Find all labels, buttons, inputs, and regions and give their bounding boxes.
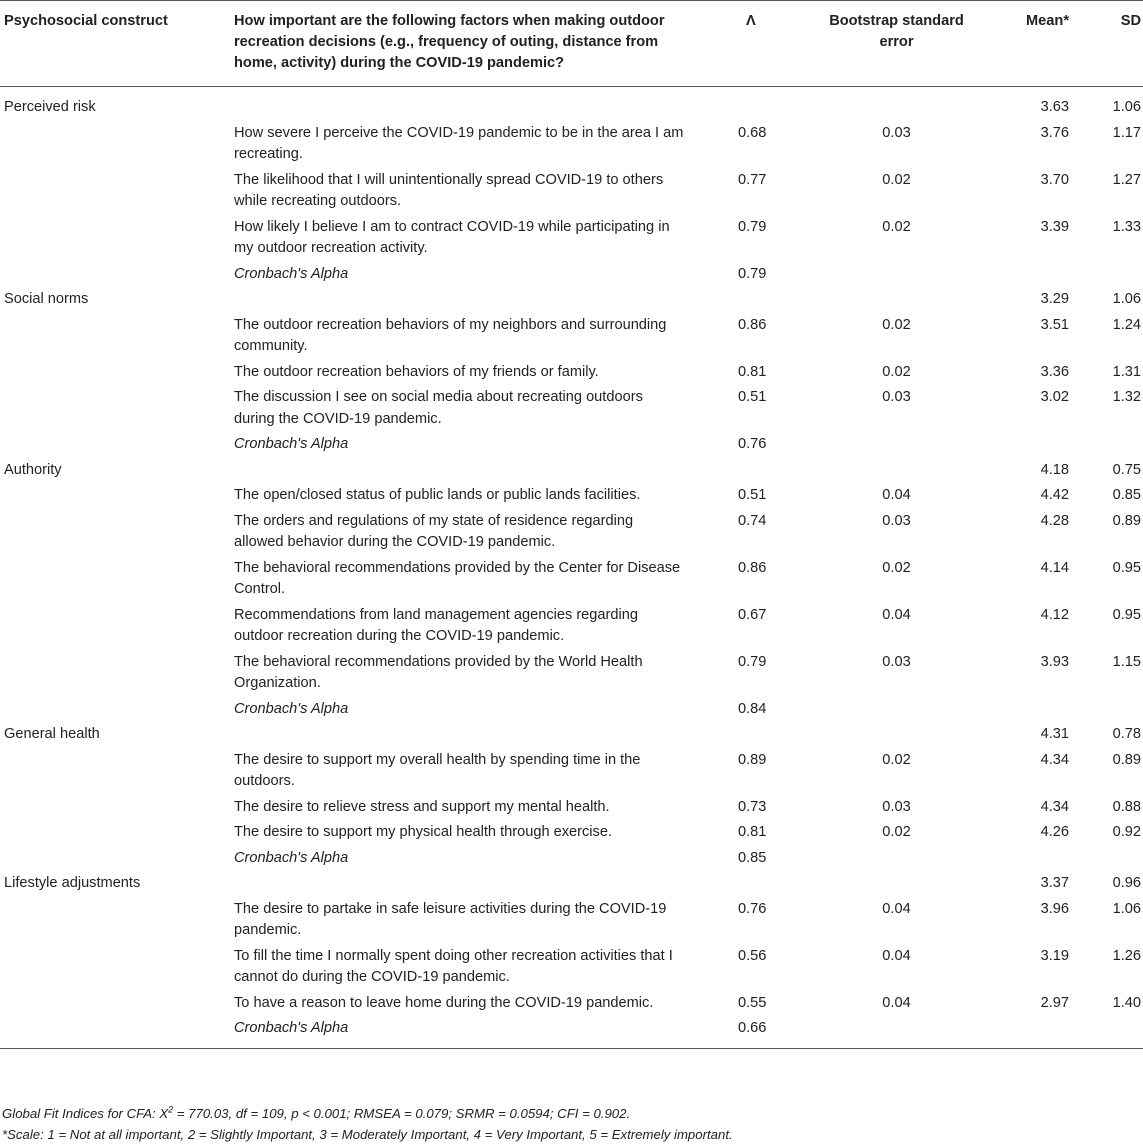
item-bootstrap-se: 0.03 <box>882 798 911 815</box>
empty-cell <box>0 795 230 821</box>
item-lambda: 0.86 <box>738 559 767 576</box>
empty-cell <box>230 87 730 121</box>
item-cell <box>230 991 730 1017</box>
empty-cell <box>820 262 973 288</box>
header-lambda: Λ <box>730 1 820 87</box>
item-cell <box>230 313 730 360</box>
empty-cell <box>0 991 230 1017</box>
item-text: How severe I perceive the COVID-19 pandemic to be in the area I am recreating. <box>234 124 684 162</box>
alpha-label: Cronbach's Alpha <box>230 1016 730 1048</box>
construct-row <box>0 287 1143 313</box>
item-cell <box>230 360 730 386</box>
item-mean: 4.34 <box>1040 798 1069 815</box>
header-sd: SD <box>1071 1 1143 87</box>
empty-cell <box>0 820 230 846</box>
empty-cell <box>0 385 230 432</box>
item-row <box>0 820 1143 846</box>
item-bootstrap-se: 0.04 <box>882 606 911 623</box>
item-mean: 4.26 <box>1040 824 1069 840</box>
item-cell <box>230 944 730 991</box>
empty-cell <box>730 287 820 313</box>
table-header <box>0 1 1143 87</box>
alpha-row <box>0 262 1143 288</box>
item-row <box>0 748 1143 795</box>
item-text: The orders and regulations of my state of residence regarding allowed behavior during the COVID-19 pandemic. <box>234 512 634 550</box>
item-text: The desire to relieve stress and support my mental health. <box>234 798 610 815</box>
empty-cell <box>0 650 230 697</box>
item-row <box>0 385 1143 432</box>
item-text: The open/closed status of public lands or public lands facilities. <box>234 487 641 503</box>
empty-cell <box>820 87 973 121</box>
item-row <box>0 944 1143 991</box>
empty-cell <box>820 287 973 313</box>
item-cell <box>230 748 730 795</box>
construct-sd: 0.78 <box>1112 726 1141 742</box>
item-sd: 1.27 <box>1112 171 1141 188</box>
item-cell <box>230 509 730 556</box>
item-text: To fill the time I normally spent doing other recreation activities that I cannot do during the COVID-19 pandemic. <box>234 947 673 985</box>
item-cell <box>230 556 730 603</box>
alpha-label: Cronbach's Alpha <box>234 700 349 717</box>
item-row <box>0 795 1143 821</box>
empty-cell <box>0 483 230 509</box>
item-mean: 3.76 <box>1040 124 1069 141</box>
empty-cell <box>1071 697 1143 723</box>
item-row <box>0 603 1143 650</box>
item-lambda: 0.81 <box>738 363 767 380</box>
item-mean: 3.70 <box>1040 171 1069 188</box>
item-lambda: 0.86 <box>738 316 767 333</box>
item-sd: 1.24 <box>1112 316 1141 333</box>
item-cell <box>230 215 730 262</box>
item-text: The behavioral recommendations provided by the Center for Disease Control. <box>234 559 681 597</box>
empty-cell <box>230 722 730 748</box>
empty-cell <box>0 697 230 723</box>
item-lambda: 0.77 <box>738 171 767 188</box>
item-mean: 4.12 <box>1040 606 1069 623</box>
item-bootstrap-se: 0.04 <box>882 947 911 964</box>
item-bootstrap-se: 0.02 <box>882 751 911 768</box>
empty-cell <box>973 432 1071 458</box>
item-bootstrap-se: 0.02 <box>882 316 911 333</box>
item-row <box>0 509 1143 556</box>
item-mean: 4.14 <box>1040 559 1069 576</box>
empty-cell <box>0 944 230 991</box>
fit-indices-values: = 770.03, df = 109, p < 0.001; RMSEA = 0.079; SRMR = 0.0594; CFI = 0.902. <box>173 1106 631 1121</box>
item-lambda: 0.51 <box>738 487 767 503</box>
item-lambda: 0.51 <box>738 389 767 405</box>
item-mean: 3.36 <box>1040 363 1069 380</box>
item-sd: 1.06 <box>1112 900 1141 917</box>
item-lambda: 0.79 <box>738 218 767 235</box>
empty-cell <box>730 87 820 121</box>
item-cell <box>230 168 730 215</box>
item-lambda: 0.81 <box>738 824 767 840</box>
item-row <box>0 360 1143 386</box>
header-question: How important are the following factors when making outdoor recreation decisions (e.g., frequency of outing, distance from home, activity) during the COVID-19 pandemic? <box>230 1 730 87</box>
header-construct: Psychosocial construct <box>0 1 230 87</box>
item-mean: 3.93 <box>1040 653 1069 670</box>
empty-cell <box>1071 846 1143 872</box>
alpha-row <box>0 846 1143 872</box>
empty-cell <box>0 603 230 650</box>
empty-cell <box>0 509 230 556</box>
empty-cell <box>1071 262 1143 288</box>
item-sd: 1.40 <box>1112 994 1141 1011</box>
item-mean: 2.97 <box>1040 994 1069 1011</box>
empty-cell <box>820 458 973 484</box>
item-text: The behavioral recommendations provided by the World Health Organization. <box>234 653 643 691</box>
item-sd: 0.89 <box>1112 751 1141 768</box>
construct-name: Lifestyle adjustments <box>4 875 141 891</box>
item-sd: 1.15 <box>1112 653 1141 670</box>
fit-indices-note <box>2 1103 1140 1124</box>
item-text: The desire to partake in safe leisure activities during the COVID-19 pandemic. <box>234 900 667 938</box>
empty-cell <box>0 846 230 872</box>
item-sd: 0.95 <box>1112 606 1141 623</box>
item-bootstrap-se: 0.03 <box>882 389 911 405</box>
item-text: Recommendations from land management agencies regarding outdoor recreation during the COVID-19 pandemic. <box>234 606 638 644</box>
empty-cell <box>0 748 230 795</box>
empty-cell <box>0 168 230 215</box>
empty-cell <box>973 1016 1071 1048</box>
item-cell <box>230 795 730 821</box>
item-text: How likely I believe I am to contract COVID-19 while participating in my outdoor recreation activity. <box>234 218 670 256</box>
item-mean: 4.34 <box>1040 751 1069 768</box>
alpha-label: Cronbach's Alpha <box>234 849 349 866</box>
item-mean: 3.02 <box>1040 389 1069 405</box>
item-bootstrap-se: 0.02 <box>882 171 911 188</box>
item-text: The discussion I see on social media about recreating outdoors during the COVID-19 pandemic. <box>234 389 643 427</box>
item-bootstrap-se: 0.02 <box>882 218 911 235</box>
item-row <box>0 121 1143 168</box>
empty-cell <box>1071 1016 1143 1048</box>
item-sd: 0.85 <box>1112 487 1141 503</box>
construct-name: Perceived risk <box>4 99 96 115</box>
empty-cell <box>820 1016 973 1048</box>
empty-cell <box>0 1016 230 1048</box>
empty-cell <box>0 556 230 603</box>
item-mean: 3.96 <box>1040 900 1069 917</box>
construct-mean: 4.18 <box>1040 461 1069 478</box>
empty-cell <box>820 871 973 897</box>
empty-cell <box>820 697 973 723</box>
empty-cell <box>230 871 730 897</box>
empty-cell <box>0 262 230 288</box>
empty-cell <box>0 432 230 458</box>
item-mean: 3.39 <box>1040 218 1069 235</box>
alpha-row <box>0 1016 1143 1048</box>
empty-cell <box>0 897 230 944</box>
construct-row <box>0 871 1143 897</box>
header-row <box>0 1 1143 87</box>
item-cell <box>230 897 730 944</box>
empty-cell <box>730 458 820 484</box>
item-bootstrap-se: 0.03 <box>882 124 911 141</box>
header-mean: Mean* <box>973 1 1071 87</box>
item-text: The outdoor recreation behaviors of my neighbors and surrounding community. <box>234 316 667 354</box>
empty-cell <box>973 262 1071 288</box>
construct-mean: 3.29 <box>1040 291 1069 307</box>
item-bootstrap-se: 0.04 <box>882 487 911 503</box>
item-bootstrap-se: 0.02 <box>882 824 911 840</box>
empty-cell <box>0 313 230 360</box>
item-mean: 3.51 <box>1040 316 1069 333</box>
header-bootstrap-se: Bootstrap standard error <box>820 1 973 87</box>
item-cell <box>230 385 730 432</box>
item-lambda: 0.55 <box>738 994 767 1011</box>
construct-mean: 3.63 <box>1040 99 1069 115</box>
item-lambda: 0.68 <box>738 124 767 141</box>
scale-note: *Scale: 1 = Not at all important, 2 = Slightly Important, 3 = Moderately Important, 4 = Very Important, 5 = Extremely important. <box>2 1127 733 1142</box>
item-bootstrap-se: 0.02 <box>882 363 911 380</box>
empty-cell <box>230 287 730 313</box>
item-lambda: 0.76 <box>738 900 767 917</box>
item-bootstrap-se: 0.04 <box>882 994 911 1011</box>
empty-cell <box>730 871 820 897</box>
chi-square-superscript: 2 <box>168 1104 174 1115</box>
empty-cell <box>0 121 230 168</box>
construct-mean: 4.31 <box>1040 726 1069 742</box>
item-sd: 1.17 <box>1112 124 1141 141</box>
item-sd: 1.26 <box>1112 947 1141 964</box>
item-row <box>0 215 1143 262</box>
alpha-value: 0.79 <box>738 265 767 282</box>
empty-cell <box>730 722 820 748</box>
item-text: The desire to support my physical health through exercise. <box>234 824 613 840</box>
item-row <box>0 650 1143 697</box>
alpha-value: 0.85 <box>738 849 767 866</box>
item-cell <box>230 820 730 846</box>
fit-indices-prefix: Global Fit Indices for CFA: X <box>2 1106 169 1121</box>
construct-mean: 3.37 <box>1040 875 1069 891</box>
construct-name: Social norms <box>4 291 89 307</box>
item-text: The likelihood that I will unintentionally spread COVID-19 to others while recreating outdoors. <box>234 171 664 209</box>
item-row <box>0 168 1143 215</box>
alpha-row <box>0 697 1143 723</box>
construct-name: Authority <box>4 461 62 478</box>
item-lambda: 0.56 <box>738 947 767 964</box>
item-text: To have a reason to leave home during the COVID-19 pandemic. <box>234 994 654 1011</box>
item-text: The desire to support my overall health by spending time in the outdoors. <box>234 751 641 789</box>
item-cell <box>230 603 730 650</box>
alpha-value: 0.76 <box>738 436 767 452</box>
alpha-value: 0.84 <box>738 700 767 717</box>
item-lambda: 0.74 <box>738 512 767 529</box>
item-sd: 0.89 <box>1112 512 1141 529</box>
construct-row <box>0 458 1143 484</box>
item-mean: 3.19 <box>1040 947 1069 964</box>
construct-sd: 0.75 <box>1112 461 1141 478</box>
item-sd: 1.31 <box>1112 363 1141 380</box>
item-cell <box>230 650 730 697</box>
item-bootstrap-se: 0.03 <box>882 653 911 670</box>
item-bootstrap-se: 0.04 <box>882 900 911 917</box>
item-sd: 0.92 <box>1112 824 1141 840</box>
construct-name: General health <box>4 726 100 742</box>
item-sd: 0.95 <box>1112 559 1141 576</box>
item-row <box>0 897 1143 944</box>
item-row <box>0 991 1143 1017</box>
item-mean: 4.42 <box>1040 487 1069 503</box>
item-sd: 1.33 <box>1112 218 1141 235</box>
construct-sd: 1.06 <box>1112 291 1141 307</box>
empty-cell <box>1071 432 1143 458</box>
item-lambda: 0.79 <box>738 653 767 670</box>
item-lambda: 0.89 <box>738 751 767 768</box>
construct-row <box>0 722 1143 748</box>
empty-cell <box>973 697 1071 723</box>
construct-sd: 0.96 <box>1112 875 1141 891</box>
item-text: The outdoor recreation behaviors of my friends or family. <box>234 363 599 380</box>
construct-sd: 1.06 <box>1112 99 1141 115</box>
item-mean: 4.28 <box>1040 512 1069 529</box>
empty-cell <box>973 846 1071 872</box>
item-lambda: 0.67 <box>738 606 767 623</box>
empty-cell <box>0 215 230 262</box>
item-sd: 0.88 <box>1112 798 1141 815</box>
item-row <box>0 483 1143 509</box>
empty-cell <box>230 458 730 484</box>
table-body <box>0 87 1143 1049</box>
alpha-row <box>0 432 1143 458</box>
alpha-value: 0.66 <box>730 1016 820 1048</box>
item-bootstrap-se: 0.02 <box>882 559 911 576</box>
item-sd: 1.32 <box>1112 389 1141 405</box>
table-notes <box>2 1103 1140 1145</box>
construct-row <box>0 87 1143 121</box>
alpha-label: Cronbach's Alpha <box>234 436 349 452</box>
alpha-label: Cronbach's Alpha <box>234 265 349 282</box>
item-cell <box>230 121 730 168</box>
item-lambda: 0.73 <box>738 798 767 815</box>
item-row <box>0 313 1143 360</box>
empty-cell <box>820 722 973 748</box>
item-row <box>0 556 1143 603</box>
empty-cell <box>820 846 973 872</box>
empty-cell <box>0 360 230 386</box>
empty-cell <box>820 432 973 458</box>
item-cell <box>230 483 730 509</box>
item-bootstrap-se: 0.03 <box>882 512 911 529</box>
